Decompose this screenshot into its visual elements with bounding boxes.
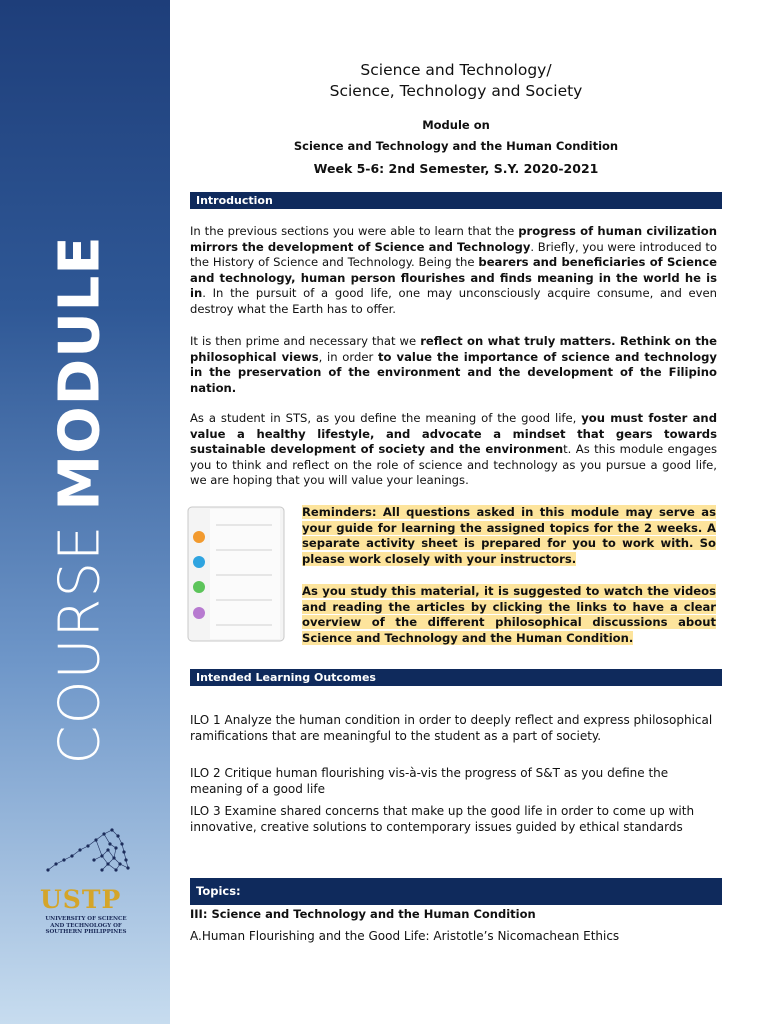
title-word-module: MODULE [47, 235, 113, 511]
sidebar [0, 0, 170, 1024]
course-module-title [48, 235, 113, 764]
introduction-heading: Introduction [190, 192, 722, 209]
module-topic: Science and Technology and the Human Condition [293, 139, 619, 153]
ustp-logo-text: USTP [40, 885, 122, 914]
ilo-item-3: ILO 3 Examine shared concerns that make up the good life in order to come up with innovative, creative solutions to contemporary issues guided by ethical standards [190, 804, 695, 834]
p2-bold-b: reflect on what truly matters. Rethink on the philosophical views [190, 334, 717, 364]
p1-bold-b: progress of human civilization mirrors the development of Science and Technology [190, 224, 717, 254]
ilo-item-1: ILO 1 Analyze the human condition in order to deeply reflect and express philosophical ramifications that are meaningful to the student as a part of society. [190, 713, 713, 743]
intro-paragraph-2 [190, 334, 717, 396]
topic-main: III: Science and Technology and the Human Condition [190, 907, 536, 921]
title-line-2: Science, Technology and Society [329, 82, 583, 100]
intro-paragraph-1 [190, 224, 717, 317]
video-suggestion-text: As you study this material, it is suggested to watch the videos and reading the articles by clicking the links to have a clear overview of the different philosophical discussions about Science and Technology and the Human Condition. [302, 584, 716, 645]
intro-paragraph-3 [190, 411, 717, 489]
reminders-note [302, 505, 716, 567]
topic-sub: A.Human Flourishing and the Good Life: Aristotle’s Nicomachean Ethics [190, 929, 620, 943]
p1-bold-d: bearers and beneficiaries of Science and technology, human person flourishes and finds meaning in the world he is in [190, 255, 717, 300]
p1-text-a: In the previous sections you were able to learn that the [190, 224, 519, 238]
ustp-logo-subtitle: UNIVERSITY OF SCIENCE AND TECHNOLOGY OF SOUTHERN PHILIPPINES [45, 916, 127, 935]
p2-bold-d: to value the importance of science and technology in the preservation of the environment and the development of the Filipino nation. [190, 349, 717, 395]
title-line-1: Science and Technology/ [360, 61, 552, 79]
p3-bold-b: you must foster and value a healthy lifestyle, and advocate a mindset that gears towards sustainable development of society and the environmen [190, 411, 717, 456]
ilo-heading: Intended Learning Outcomes [190, 669, 722, 686]
p1-text-c: . Briefly, you were introduced to the History of Science and Technology. Being the [190, 239, 718, 269]
document-title [190, 60, 722, 102]
topics-heading: Topics: [190, 878, 722, 905]
p2-text-a: It is then prime and necessary that we [190, 334, 421, 348]
ilo-item-2: ILO 2 Critique human flourishing vis-à-vis the progress of S&T as you define the meaning of a good life [190, 766, 669, 796]
module-on: Module on [422, 118, 490, 132]
video-suggestion-note [302, 584, 716, 646]
title-word-course: COURSE [47, 524, 113, 765]
p3-text-c: t. As this module engages you to think and reflect on the role of science and technology as you pursue a good life, we are hoping that you will value your leanings. [190, 442, 717, 487]
week-semester: Week 5-6: 2nd Semester, S.Y. 2020-2021 [313, 161, 599, 176]
p1-text-e: . In the pursuit of a good life, one may unconsciously acquire consume, and even destroy what the Earth has to offer. [190, 286, 717, 316]
p3-text-a: As a student in STS, as you define the meaning of the good life, [190, 411, 582, 425]
p2-text-c: , in order [318, 349, 378, 364]
checklist-icon [186, 505, 286, 643]
reminders-text: Reminders: All questions asked in this module may serve as your guide for learning the assigned topics for the 2 weeks. A separate activity sheet is prepared for you to work with. So please work closely with your instructors. [302, 505, 716, 566]
